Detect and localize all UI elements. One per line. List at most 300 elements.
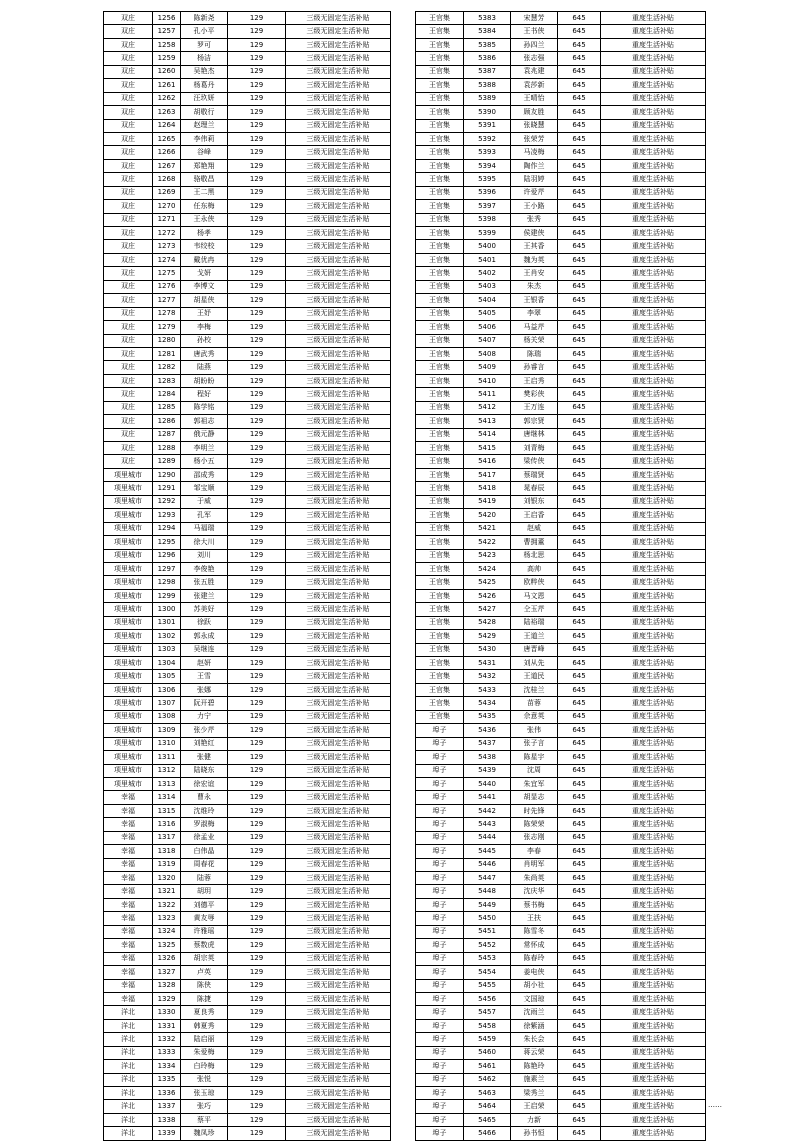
subsidy-type-cell: 重度生活补贴 [601,374,706,387]
village-cell: 王官集 [416,92,464,105]
name-cell: 郭祖志 [181,415,228,428]
village-cell: 埠子 [416,737,464,750]
subsidy-type-cell: 重度生活补贴 [601,670,706,683]
serial-number-cell: 1334 [153,1060,181,1073]
amount-cell: 645 [558,280,601,293]
name-cell: 杨北思 [511,549,558,562]
table-row [416,92,706,105]
table-row [416,119,706,132]
subsidy-type-cell: 重度生活补贴 [601,992,706,1005]
serial-number-cell: 5412 [464,401,511,414]
village-cell: 幸福 [104,939,153,952]
amount-cell: 645 [558,522,601,535]
amount-cell: 645 [558,200,601,213]
serial-number-cell: 5393 [464,146,511,159]
name-cell: 孙校 [181,334,228,347]
amount-cell: 129 [228,885,286,898]
subsidy-type-cell: 重度生活补贴 [601,213,706,226]
subsidy-type-cell: 三级无固定生活补贴 [286,200,391,213]
subsidy-type-cell: 三级无固定生活补贴 [286,522,391,535]
village-cell: 双庄 [104,132,153,145]
subsidy-type-cell: 重度生活补贴 [601,52,706,65]
table-row [416,307,706,320]
serial-number-cell: 1306 [153,683,181,696]
serial-number-cell: 5435 [464,710,511,723]
amount-cell: 129 [228,549,286,562]
name-cell: 王妤 [181,307,228,320]
subsidy-type-cell: 三级无固定生活补贴 [286,334,391,347]
serial-number-cell: 5423 [464,549,511,562]
table-row [104,361,391,374]
village-cell: 项里城市 [104,576,153,589]
village-cell: 双庄 [104,307,153,320]
amount-cell: 129 [228,1127,286,1140]
amount-cell: 129 [228,1100,286,1113]
table-row [416,737,706,750]
village-cell: 项里城市 [104,777,153,790]
village-cell: 王官集 [416,522,464,535]
village-cell: 埠子 [416,1060,464,1073]
amount-cell: 645 [558,267,601,280]
serial-number-cell: 5391 [464,119,511,132]
serial-number-cell: 5400 [464,240,511,253]
amount-cell: 129 [228,710,286,723]
amount-cell: 129 [228,1006,286,1019]
serial-number-cell: 5432 [464,670,511,683]
name-cell: 陆燕 [181,361,228,374]
subsidy-type-cell: 三级无固定生活补贴 [286,710,391,723]
amount-cell: 645 [558,643,601,656]
village-cell: 项里城市 [104,536,153,549]
village-cell: 幸福 [104,804,153,817]
table-row [416,388,706,401]
table-row [416,657,706,670]
table-row [104,186,391,199]
serial-number-cell: 1278 [153,307,181,320]
subsidy-type-cell: 重度生活补贴 [601,307,706,320]
amount-cell: 129 [228,562,286,575]
amount-cell: 645 [558,952,601,965]
village-cell: 幸福 [104,898,153,911]
serial-number-cell: 5446 [464,858,511,871]
serial-number-cell: 1285 [153,401,181,414]
name-cell: 王道民 [511,670,558,683]
subsidy-type-cell: 三级无固定生活补贴 [286,227,391,240]
village-cell: 埠子 [416,1019,464,1032]
table-row [104,200,391,213]
serial-number-cell: 1268 [153,173,181,186]
subsidy-type-cell: 重度生活补贴 [601,388,706,401]
name-cell: 陈艳玲 [511,1060,558,1073]
serial-number-cell: 5457 [464,1006,511,1019]
amount-cell: 129 [228,294,286,307]
amount-cell: 645 [558,1060,601,1073]
table-row [416,643,706,656]
amount-cell: 645 [558,630,601,643]
table-row [104,495,391,508]
table-row [104,132,391,145]
table-row [416,764,706,777]
village-cell: 王官集 [416,697,464,710]
village-cell: 王官集 [416,670,464,683]
table-row [104,1087,391,1100]
serial-number-cell: 5398 [464,213,511,226]
village-cell: 项里城市 [104,589,153,602]
subsidy-type-cell: 三级无固定生活补贴 [286,589,391,602]
name-cell: 李明兰 [181,442,228,455]
serial-number-cell: 5420 [464,509,511,522]
table-row [104,307,391,320]
village-cell: 王官集 [416,549,464,562]
name-cell: 刘青梅 [511,442,558,455]
serial-number-cell: 5447 [464,872,511,885]
subsidy-type-cell: 重度生活补贴 [601,227,706,240]
serial-number-cell: 5445 [464,845,511,858]
village-cell: 双庄 [104,442,153,455]
amount-cell: 129 [228,200,286,213]
subsidy-type-cell: 重度生活补贴 [601,858,706,871]
name-cell: 王永侠 [181,213,228,226]
serial-number-cell: 1319 [153,858,181,871]
serial-number-cell: 5427 [464,603,511,616]
amount-cell: 129 [228,334,286,347]
amount-cell: 129 [228,132,286,145]
village-cell: 王官集 [416,428,464,441]
subsidy-type-cell: 三级无固定生活补贴 [286,724,391,737]
table-row [104,697,391,710]
table-row [416,872,706,885]
name-cell: 戴优冉 [181,253,228,266]
name-cell: 朱杰 [511,280,558,293]
table-row [416,347,706,360]
name-cell: 陈捷 [181,992,228,1005]
name-cell: 郑艳翔 [181,159,228,172]
village-cell: 洋北 [104,1019,153,1032]
serial-number-cell: 1298 [153,576,181,589]
subsidy-type-cell: 三级无固定生活补贴 [286,1127,391,1140]
amount-cell: 645 [558,1033,601,1046]
subsidy-type-cell: 三级无固定生活补贴 [286,267,391,280]
table-row [104,1073,391,1086]
village-cell: 双庄 [104,455,153,468]
table-row [104,173,391,186]
table-row [104,415,391,428]
village-cell: 洋北 [104,1073,153,1086]
amount-cell: 129 [228,12,286,25]
table-row [416,267,706,280]
table-row [104,106,391,119]
amount-cell: 129 [228,347,286,360]
subsidy-type-cell: 重度生活补贴 [601,79,706,92]
table-row [416,186,706,199]
amount-cell: 645 [558,1127,601,1140]
serial-number-cell: 1257 [153,25,181,38]
table-row [104,482,391,495]
serial-number-cell: 1275 [153,267,181,280]
serial-number-cell: 5433 [464,683,511,696]
village-cell: 埠子 [416,804,464,817]
table-row [416,804,706,817]
amount-cell: 645 [558,253,601,266]
village-cell: 洋北 [104,1046,153,1059]
serial-number-cell: 5434 [464,697,511,710]
table-row [416,576,706,589]
amount-cell: 129 [228,616,286,629]
serial-number-cell: 1284 [153,388,181,401]
name-cell: 朱长会 [511,1033,558,1046]
village-cell: 双庄 [104,65,153,78]
amount-cell: 645 [558,992,601,1005]
serial-number-cell: 1339 [153,1127,181,1140]
serial-number-cell: 5410 [464,374,511,387]
subsidy-type-cell: 重度生活补贴 [601,200,706,213]
name-cell: 常怀成 [511,939,558,952]
name-cell: 蔡书梅 [511,898,558,911]
subsidy-type-cell: 重度生活补贴 [601,522,706,535]
amount-cell: 129 [228,159,286,172]
table-row [416,1127,706,1140]
name-cell: 张五胜 [181,576,228,589]
table-row [416,213,706,226]
amount-cell: 129 [228,1073,286,1086]
amount-cell: 645 [558,549,601,562]
table-row [104,657,391,670]
serial-number-cell: 5405 [464,307,511,320]
serial-number-cell: 1264 [153,119,181,132]
village-cell: 双庄 [104,200,153,213]
table-row [416,831,706,844]
name-cell: 陆蓉 [181,872,228,885]
amount-cell: 129 [228,818,286,831]
name-cell: 李伟莉 [181,132,228,145]
subsidy-type-cell: 三级无固定生活补贴 [286,428,391,441]
subsidy-type-cell: 三级无固定生活补贴 [286,1019,391,1032]
amount-cell: 129 [228,939,286,952]
name-cell: 韦绞校 [181,240,228,253]
village-cell: 埠子 [416,912,464,925]
name-cell: 佘意英 [511,710,558,723]
table-row [104,509,391,522]
amount-cell: 129 [228,1113,286,1126]
amount-cell: 645 [558,804,601,817]
amount-cell: 645 [558,347,601,360]
serial-number-cell: 5444 [464,831,511,844]
name-cell: 陆晓东 [181,764,228,777]
serial-number-cell: 1295 [153,536,181,549]
amount-cell: 129 [228,979,286,992]
table-row [104,791,391,804]
subsidy-type-cell: 重度生活补贴 [601,186,706,199]
amount-cell: 645 [558,818,601,831]
village-cell: 王官集 [416,495,464,508]
serial-number-cell: 1315 [153,804,181,817]
village-cell: 双庄 [104,240,153,253]
name-cell: 陆裕瑞 [511,616,558,629]
village-cell: 王官集 [416,562,464,575]
subsidy-type-cell: 重度生活补贴 [601,253,706,266]
name-cell: 沈维玲 [181,804,228,817]
name-cell: 陈雪冬 [511,925,558,938]
serial-number-cell: 1310 [153,737,181,750]
subsidy-type-cell: 三级无固定生活补贴 [286,1087,391,1100]
serial-number-cell: 5388 [464,79,511,92]
subsidy-type-cell: 重度生活补贴 [601,132,706,145]
subsidy-type-cell: 重度生活补贴 [601,966,706,979]
subsidy-type-cell: 重度生活补贴 [601,146,706,159]
serial-number-cell: 5397 [464,200,511,213]
serial-number-cell: 1269 [153,186,181,199]
subsidy-type-cell: 重度生活补贴 [601,12,706,25]
village-cell: 幸福 [104,992,153,1005]
village-cell: 王官集 [416,280,464,293]
subsidy-type-cell: 三级无固定生活补贴 [286,1006,391,1019]
amount-cell: 645 [558,872,601,885]
amount-cell: 129 [228,952,286,965]
village-cell: 王官集 [416,267,464,280]
village-cell: 王官集 [416,200,464,213]
subsidy-type-cell: 三级无固定生活补贴 [286,388,391,401]
table-row [416,200,706,213]
name-cell: 邵成秀 [181,468,228,481]
village-cell: 王官集 [416,132,464,145]
village-cell: 双庄 [104,213,153,226]
subsidy-type-cell: 重度生活补贴 [601,710,706,723]
amount-cell: 645 [558,509,601,522]
table-row [104,52,391,65]
name-cell: 马益芹 [511,321,558,334]
table-row [104,92,391,105]
table-row [104,992,391,1005]
name-cell: 周春花 [181,858,228,871]
village-cell: 王官集 [416,186,464,199]
name-cell: 蔡瑞贤 [511,468,558,481]
village-cell: 王官集 [416,240,464,253]
subsidy-type-cell: 重度生活补贴 [601,791,706,804]
village-cell: 项里城市 [104,549,153,562]
village-cell: 王官集 [416,146,464,159]
serial-number-cell: 5456 [464,992,511,1005]
subsidy-type-cell: 重度生活补贴 [601,831,706,844]
subsidy-type-cell: 三级无固定生活补贴 [286,979,391,992]
name-cell: 吴继连 [181,643,228,656]
village-cell: 王官集 [416,536,464,549]
name-cell: 邹宝顺 [181,482,228,495]
name-cell: 胡星侠 [181,294,228,307]
subsidy-type-cell: 重度生活补贴 [601,549,706,562]
amount-cell: 129 [228,1046,286,1059]
name-cell: 苗蓉 [511,697,558,710]
amount-cell: 129 [228,267,286,280]
serial-number-cell: 1270 [153,200,181,213]
village-cell: 双庄 [104,388,153,401]
name-cell: 力宁 [181,710,228,723]
serial-number-cell: 1283 [153,374,181,387]
village-cell: 王官集 [416,173,464,186]
table-row [416,442,706,455]
amount-cell: 129 [228,482,286,495]
name-cell: 徐跃 [181,616,228,629]
village-cell: 埠子 [416,1006,464,1019]
village-cell: 埠子 [416,1033,464,1046]
name-cell: 张志刚 [511,831,558,844]
table-row [416,939,706,952]
subsidy-type-cell: 三级无固定生活补贴 [286,1113,391,1126]
name-cell: 顾友胜 [511,106,558,119]
subsidy-type-cell: 重度生活补贴 [601,240,706,253]
amount-cell: 129 [228,401,286,414]
name-cell: 陶作兰 [511,159,558,172]
amount-cell: 645 [558,132,601,145]
table-row [104,737,391,750]
village-cell: 王官集 [416,253,464,266]
table-row [416,52,706,65]
name-cell: 张悦 [181,1073,228,1086]
name-cell: 樊彩侠 [511,388,558,401]
amount-cell: 645 [558,173,601,186]
amount-cell: 129 [228,119,286,132]
subsidy-type-cell: 三级无固定生活补贴 [286,562,391,575]
name-cell: 袁兆建 [511,65,558,78]
village-cell: 王官集 [416,603,464,616]
name-cell: 戈妍 [181,267,228,280]
village-cell: 项里城市 [104,522,153,535]
table-row [416,401,706,414]
name-cell: 李博文 [181,280,228,293]
village-cell: 埠子 [416,1046,464,1059]
name-cell: 陈荣荣 [511,818,558,831]
village-cell: 王官集 [416,401,464,414]
village-cell: 幸福 [104,912,153,925]
subsidy-type-cell: 三级无固定生活补贴 [286,119,391,132]
name-cell: 陈星宇 [511,751,558,764]
village-cell: 幸福 [104,791,153,804]
amount-cell: 129 [228,280,286,293]
subsidy-type-cell: 重度生活补贴 [601,509,706,522]
name-cell: 孙睿言 [511,361,558,374]
amount-cell: 645 [558,240,601,253]
amount-cell: 645 [558,576,601,589]
table-row [104,952,391,965]
table-row [416,724,706,737]
name-cell: 唐晋峰 [511,643,558,656]
table-row [416,616,706,629]
serial-number-cell: 1312 [153,764,181,777]
amount-cell: 645 [558,764,601,777]
village-cell: 幸福 [104,925,153,938]
name-cell: 蔡数虎 [181,939,228,952]
amount-cell: 129 [228,253,286,266]
table-row [104,12,391,25]
village-cell: 埠子 [416,1127,464,1140]
table-row [416,777,706,790]
subsidy-type-cell: 三级无固定生活补贴 [286,294,391,307]
amount-cell: 645 [558,912,601,925]
table-row [104,253,391,266]
amount-cell: 645 [558,710,601,723]
name-cell: 张娜 [181,683,228,696]
table-row [416,321,706,334]
name-cell: 张晓慧 [511,119,558,132]
table-row [104,79,391,92]
serial-number-cell: 5409 [464,361,511,374]
village-cell: 项里城市 [104,562,153,575]
village-cell: 王官集 [416,65,464,78]
village-cell: 项里城市 [104,495,153,508]
village-cell: 王官集 [416,347,464,360]
table-row [104,616,391,629]
amount-cell: 129 [228,522,286,535]
amount-cell: 129 [228,442,286,455]
